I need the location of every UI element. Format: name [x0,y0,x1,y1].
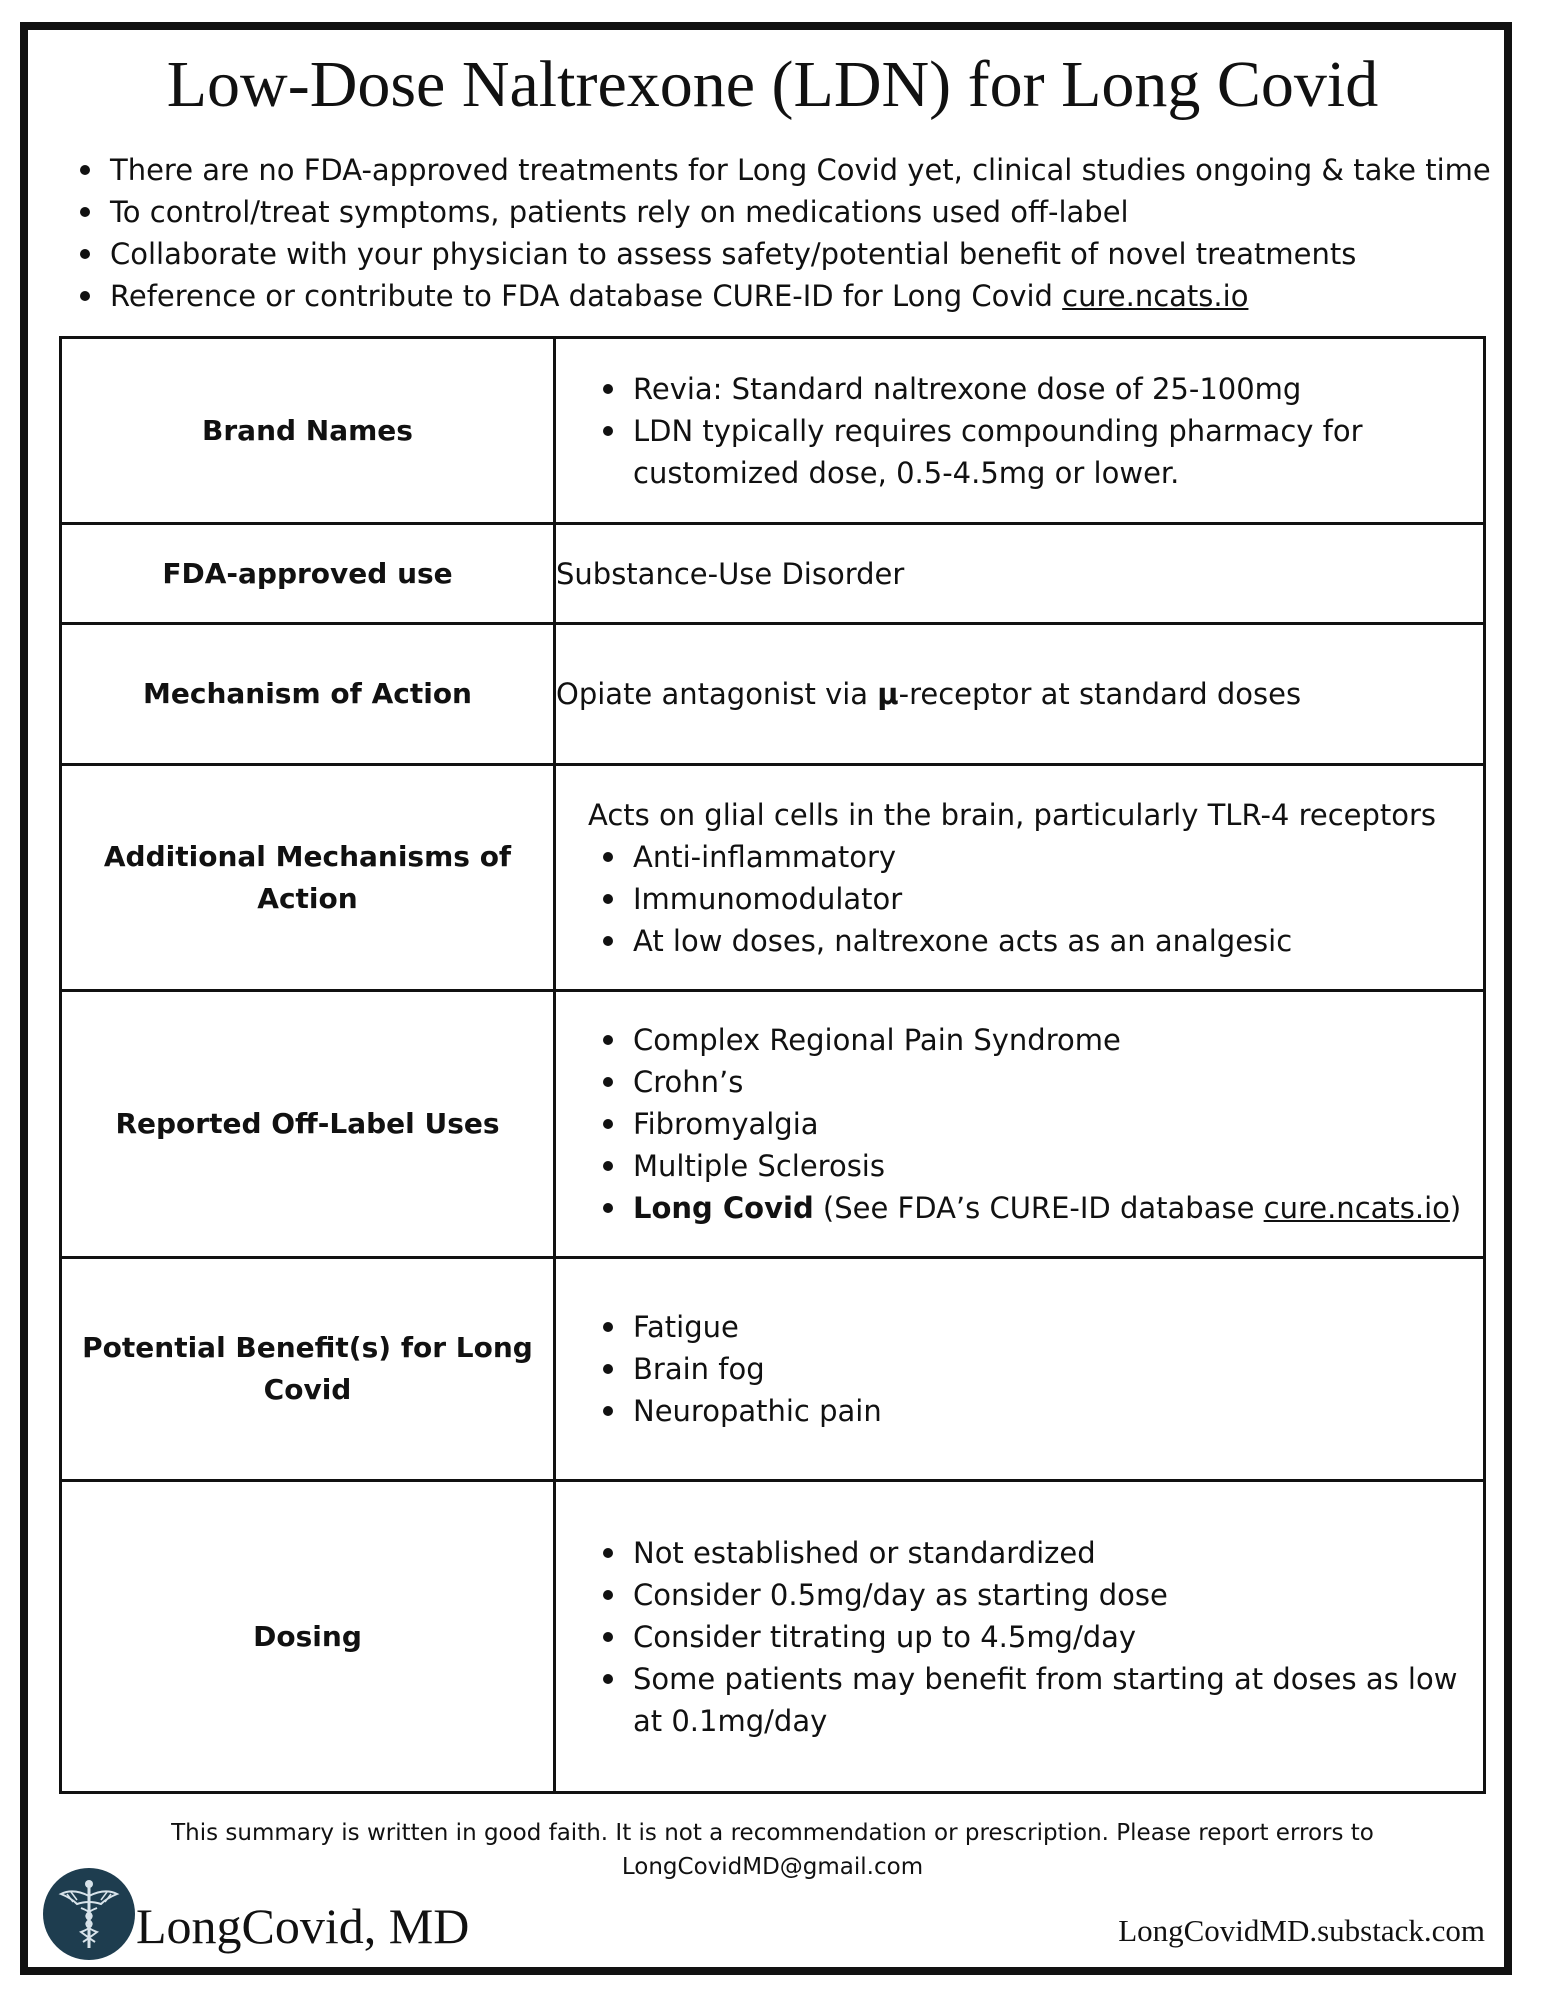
info-table [59,336,1486,1794]
row-value [555,765,1485,991]
mechanism-prefix: Opiate antagonist via [556,677,878,711]
row-value [555,338,1485,524]
list-item-long-covid [633,1187,1463,1229]
list-item: Complex Regional Pain Syndrome [633,1019,1463,1061]
intro-item: Collaborate with your physician to assess safety/potential benefit of novel treatments [110,233,1491,275]
list-item: At low doses, naltrexone acts as an analgesic [633,920,1463,962]
table-row-brand-names [61,338,1485,524]
row-value [555,1258,1485,1481]
intro-text: Reference or contribute to FDA database CURE-ID for Long Covid [110,279,1063,313]
close-paren: ) [1449,1191,1462,1225]
row-value [555,991,1485,1258]
long-covid-bold: Long Covid [633,1191,814,1225]
table-row-off-label-uses [61,991,1485,1258]
list-item: Anti-inflammatory [633,836,1463,878]
disclaimer: This summary is written in good faith. It is not a recommendation or prescription. Please report errors to LongCovidMD@gmail.com [171,1820,1374,1880]
table-row-benefits [61,1258,1485,1481]
caduceus-icon [43,1868,135,1960]
row-value [555,624,1485,765]
intro-item: There are no FDA-approved treatments for Long Covid yet, clinical studies ongoing & take time [110,149,1491,191]
list-item: Not established or standardized [633,1532,1463,1574]
table-row-fda-use [61,524,1485,624]
mu-symbol: μ [877,677,899,711]
brand-name: LongCovid, MD [136,1898,470,1954]
cure-id-link[interactable]: cure.ncats.io [1263,1191,1450,1225]
intro-list [110,149,1491,317]
list-item: Consider 0.5mg/day as starting dose [633,1574,1463,1616]
list-item: Neuropathic pain [633,1390,1463,1432]
list-item: Brain fog [633,1348,1463,1390]
mechanism-suffix: -receptor at standard doses [898,677,1302,711]
table-row-additional-mechanisms [61,765,1485,991]
list-item: Immunomodulator [633,878,1463,920]
row-label: Mechanism of Action [61,624,555,765]
list-item: Revia: Standard naltrexone dose of 25-100mg [633,368,1463,410]
list-item: Crohn’s [633,1061,1463,1103]
list-item: Consider titrating up to 4.5mg/day [633,1616,1463,1658]
row-value: Substance-Use Disorder [555,524,1485,624]
additional-lead: Acts on glial cells in the brain, particularly TLR-4 receptors [588,797,1437,832]
table-row-mechanism [61,624,1485,765]
intro-item-cure-id [110,275,1491,317]
site-url[interactable]: LongCovidMD.substack.com [1118,1913,1485,1948]
cure-id-link[interactable]: cure.ncats.io [1062,279,1249,313]
off-label-text: (See FDA’s CURE-ID database [813,1191,1264,1225]
row-label: Dosing [61,1481,555,1793]
row-value [555,1481,1485,1793]
row-label: Potential Benefit(s) for Long Covid [61,1258,555,1481]
row-label: Reported Off-Label Uses [61,991,555,1258]
page-title: Low-Dose Naltrexone (LDN) for Long Covid [166,48,1379,121]
table-row-dosing [61,1481,1485,1793]
row-label: Additional Mechanisms of Action [61,765,555,991]
list-item: Multiple Sclerosis [633,1145,1463,1187]
row-label: Brand Names [61,338,555,524]
list-item: LDN typically requires compounding pharmacy for customized dose, 0.5-4.5mg or lower. [633,410,1463,494]
list-item: Some patients may benefit from starting at doses as low at 0.1mg/day [633,1658,1463,1742]
row-label: FDA-approved use [61,524,555,624]
list-item: Fatigue [633,1306,1463,1348]
list-item: Fibromyalgia [633,1103,1463,1145]
intro-item: To control/treat symptoms, patients rely on medications used off-label [110,191,1491,233]
